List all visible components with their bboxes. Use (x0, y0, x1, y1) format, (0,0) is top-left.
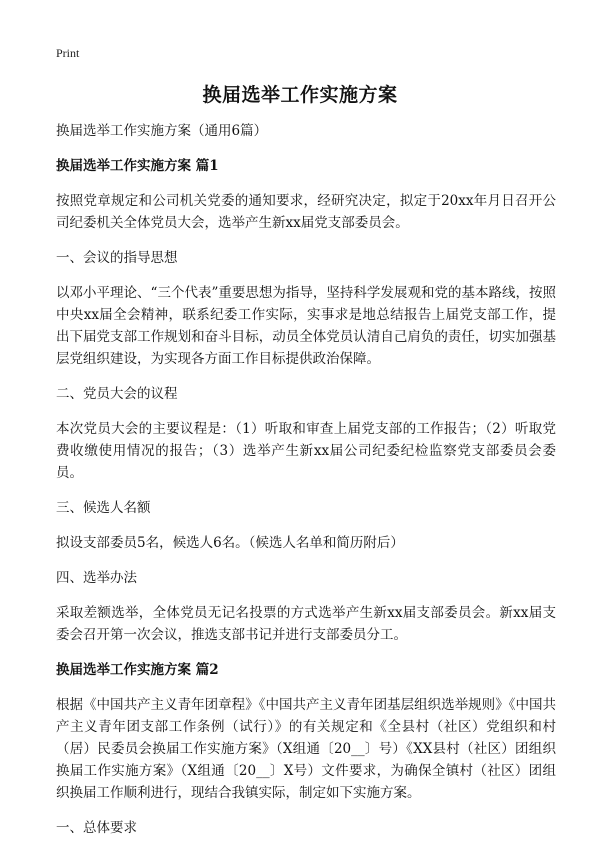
article-2-heading: 换届选举工作实施方案 篇2 (56, 662, 219, 678)
article-2-intro: 根据《中国共产主义青年团章程》《中国共产主义青年团基层组织选举规则》《中国共产主义青年团支部工作条例（试行）》的有关规定和《全县村（社区）党组织和村（居）民委员会换届工作实施方案》（X组通〔20__〕号）《XX县村（社区）团组织换届工作实施方案》（X组通〔20__〕X号）文件要求，为确保全镇村（社区）团组织换届工作顺利进行，现结合我镇实际，制定如下实施方案。 (56, 697, 556, 801)
page-title: 换届选举工作实施方案 (202, 84, 398, 106)
article-1-section-4-body: 采取差额选举，全体党员无记名投票的方式选举产生新xx届支部委员会。新xx届支委会召开第一次会议，推选支部书记并进行支部委员分工。 (56, 605, 556, 643)
document-body (56, 120, 556, 852)
article-1-section-3-body: 拟设支部委员5名，候选人6名。（候选人名单和简历附后） (56, 535, 404, 551)
article-2-section-1-title: 一、总体要求 (56, 820, 137, 836)
article-1-section-4-title: 四、选举办法 (56, 570, 137, 586)
document-subtitle: 换届选举工作实施方案（通用6篇） (56, 123, 268, 139)
article-1-intro: 按照党章规定和公司机关党委的通知要求，经研究决定，拟定于20xx年月日召开公司纪委机关全体党员大会，选举产生新xx届党支部委员会。 (56, 193, 556, 231)
article-1-heading: 换届选举工作实施方案 篇1 (56, 158, 219, 174)
article-1-section-1-body: 以邓小平理论、“三个代表”重要思想为指导，坚持科学发展观和党的基本路线，按照中央xx届全会精神，联系纪委工作实际，实事求是地总结报告上届党支部工作，提出下届党支部工作规划和奋斗目标，动员全体党员认清自己肩负的责任，切实加强基层党组织建设，为实现各方面工作目标提供政治保障。 (56, 285, 556, 367)
article-1-section-3-title: 三、候选人名额 (56, 500, 151, 516)
article-1-section-1-title: 一、会议的指导思想 (56, 250, 178, 266)
article-1-section-2-body: 本次党员大会的主要议程是：（1）听取和审查上届党支部的工作报告；（2）听取党费收缴使用情况的报告；（3）选举产生新xx届公司纪委纪检监察党支部委员会委员。 (56, 421, 556, 481)
print-label[interactable]: Print (56, 46, 80, 60)
article-1-section-2-title: 二、党员大会的议程 (56, 386, 178, 402)
